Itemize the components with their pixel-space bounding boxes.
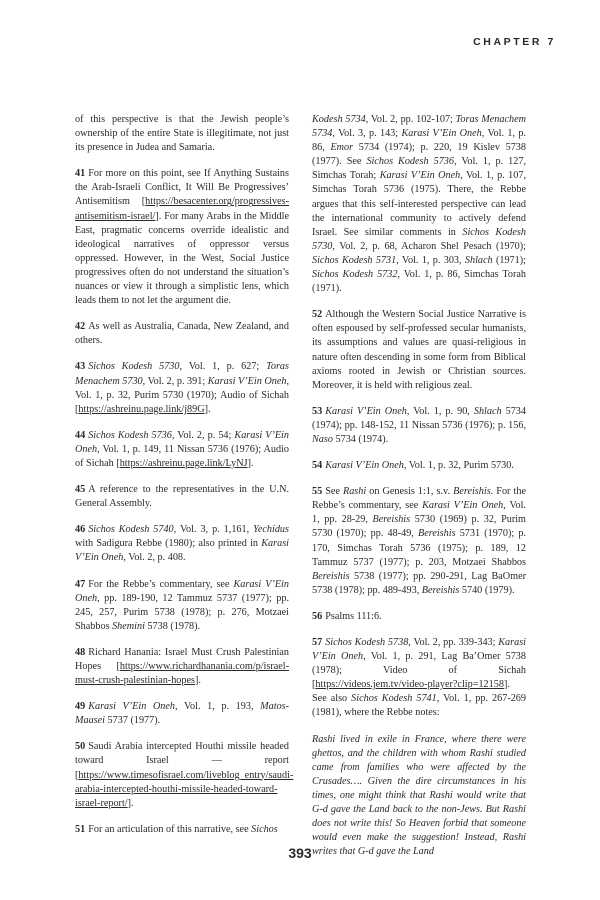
footnote-52: 52 Although the Western Social Justice Narrative is often espoused by self-professed secular humanists, its assumptions and values are quasi-religious in nature often descending in some form from Biblical axioms rooted in Jewish or Christian sources. Moreover, it is held with religious zeal. (312, 309, 526, 391)
footnote-43: 43 Sichos Kodesh 5730, Vol. 1, p. 627; Toras Menachem 5730, Vol. 2, p. 391; Karasi V’Ein Oneh, Vol. 1, p. 32, Purim 5730 (1970); Audio of Sichah [https://ashreinu.page.link/j89G]. (75, 361, 289, 415)
footnote-48: 48 Richard Hanania: Israel Must Crush Palestinian Hopes [https://www.richardhanania.com/p/israel-must-crush-palestinian-hopes]. (75, 646, 289, 687)
footnote-53: 53 Karasi V’Ein Oneh, Vol. 1, p. 90, Shlach 5734 (1974); pp. 148-152, 11 Nissan 5736 (1976); p. 156, Naso 5734 (1974). (312, 405, 526, 445)
footnote-51: 51 For an articulation of this narrative, see Sichos (75, 823, 278, 835)
footnote-57: 57 Sichos Kodesh 5738, Vol. 2, pp. 339-343; Karasi V’Ein Oneh, Vol. 1, p. 291, Lag Ba’Omer 5738 (1978); Video of Sichah [https://videos.jem.tv/video-player?clip=12158]. See also Sichos Kodesh 5741, Vol. 1, pp. 267-269 (1981), where the Rebbe notes: (312, 637, 526, 719)
chapter-header: CHAPTER 7 (473, 36, 556, 48)
footnote-45: 45 A reference to the representatives in the U.N. General Assembly. (75, 484, 289, 510)
footnote-link[interactable]: https://ashreinu.page.link/LyNJ (119, 457, 248, 469)
footnote-link[interactable]: https://ashreinu.page.link/j89G (78, 403, 205, 415)
left-column (75, 113, 294, 849)
footnote-41: 41 For more on this point, see If Anything Sustains the Arab-Israeli Conflict, It Will Be Progressives’ Antisemitism [https://besacenter.org/progressives-antisemitism-israel/]. For many Arabs in the Middle East, pragmatic concerns override idealistic and ideological narratives of oppressor versus oppressed. However, in the West, Social Justice progressives often do not understand the situation’s nuances or view it through a simplistic lens, which leads them to not let the argument die. (75, 168, 289, 307)
footnote-54: 54 Karasi V’Ein Oneh, Vol. 1, p. 32, Purim 5730. (312, 460, 514, 472)
continued-note: of this perspective is that the Jewish people’s ownership of the entire State is illegitimate, not just its presence in Judea and Samaria. (75, 114, 289, 154)
footnote-link[interactable]: https://www.richardhanania.com/p/israel-must-crush-palestinian-hopes (75, 661, 289, 687)
footnote-47: 47 For the Rebbe’s commentary, see Karasi V’Ein Oneh, pp. 189-190, 12 Tammuz 5737 (1977); pp. 245, 257, Purim 5738 (1978); p. 276, Motzaei Shabbos Shemini 5738 (1978). (75, 578, 289, 632)
footnote-link[interactable]: https://videos.jem.tv/video-player?clip=12158 (315, 679, 504, 691)
footnote-49: 49 Karasi V’Ein Oneh, Vol. 1, p. 193, Matos-Maasei 5737 (1977). (75, 701, 289, 727)
right-column (312, 113, 526, 871)
footnote-link[interactable]: https://www.timesofisrael.com/liveblog_entry/saudi-arabia-intercepted-houthi-missile-headed-toward-israel-report/ (75, 769, 294, 809)
footnote-46: 46 Sichos Kodesh 5740, Vol. 3, p. 1,161, Yechidus with Sadigura Rebbe (1980); also printed in Karasi V’Ein Oneh, Vol. 2, p. 408. (75, 524, 289, 564)
page-number: 393 (288, 845, 312, 861)
footnote-55: 55 See Rashi on Genesis 1:1, s.v. Bereishis. For the Rebbe’s commentary, see Karasi V’Ein Oneh, Vol. 1, pp. 28-29, Bereishis 5730 (1969) p. 32, Purim 5730 (1970); pp. 48-49, Bereishis 5731 (1970); p. 170, Simchas Torah 5736 (1975); p. 189, 12 Tammuz 5737 (1977); p. 203, Motzaei Shabbos Bereishis 5738 (1977); pp. 290-291, Lag BaOmer 5738 (1978); pp. 489-493, Bereishis 5740 (1979). (312, 486, 526, 596)
block-quote: Rashi lived in exile in France, where there were ghettos, and the children with whom Rashi studied came from families who were affected by the Crusades…. Given the dire circumstances in his times, one might think that Rashi would write that G-d gave the Land back to the non-Jews. But Rashi does not write this! So Heaven forbid that someone would even make the suggestion! Instead, Rashi writes that G-d gave the Land (312, 733, 526, 858)
footnote-42: 42 As well as Australia, Canada, New Zealand, and others. (75, 321, 289, 347)
footnote-56: 56 Psalms 111:6. (312, 610, 382, 622)
footnote-link[interactable]: https://besacenter.org/progressives-antisemitism-israel/ (75, 196, 289, 222)
continued-note-51: Kodesh 5734, Vol. 2, pp. 102-107; Toras Menachem 5734, Vol. 3, p. 143; Karasi V’Ein Oneh, Vol. 1, p. 86, Emor 5734 (1974); p. 220, 19 Kislev 5738 (1977). See Sichos Kodesh 5736, Vol. 1, p. 127, Simchas Torah; Karasi V’Ein Oneh, Vol. 1, p. 107, Simchas Torah 5736 (1975). There, the Rebbe argues that this self-interested perspective can lead the international community to actively defend Israel. See similar comments in Sichos Kodesh 5730, Vol. 2, p. 68, Acharon Shel Pesach (1970); Sichos Kodesh 5731, Vol. 1, p. 303, Shlach (1971); Sichos Kodesh 5732, Vol. 1, p. 86, Simchas Torah (1971). (312, 114, 527, 295)
footnote-44: 44 Sichos Kodesh 5736, Vol. 2, p. 54; Karasi V’Ein Oneh, Vol. 1, p. 149, 11 Nissan 5736 (1976); Audio of Sichah [https://ashreinu.page.link/LyNJ]. (75, 429, 289, 469)
footnote-50: 50 Saudi Arabia intercepted Houthi missile headed toward Israel — report [https://www.timesofisrael.com/liveblog_entry/saudi-arabia-intercepted-houthi-missile-headed-toward-israel-report/]. (75, 741, 294, 809)
